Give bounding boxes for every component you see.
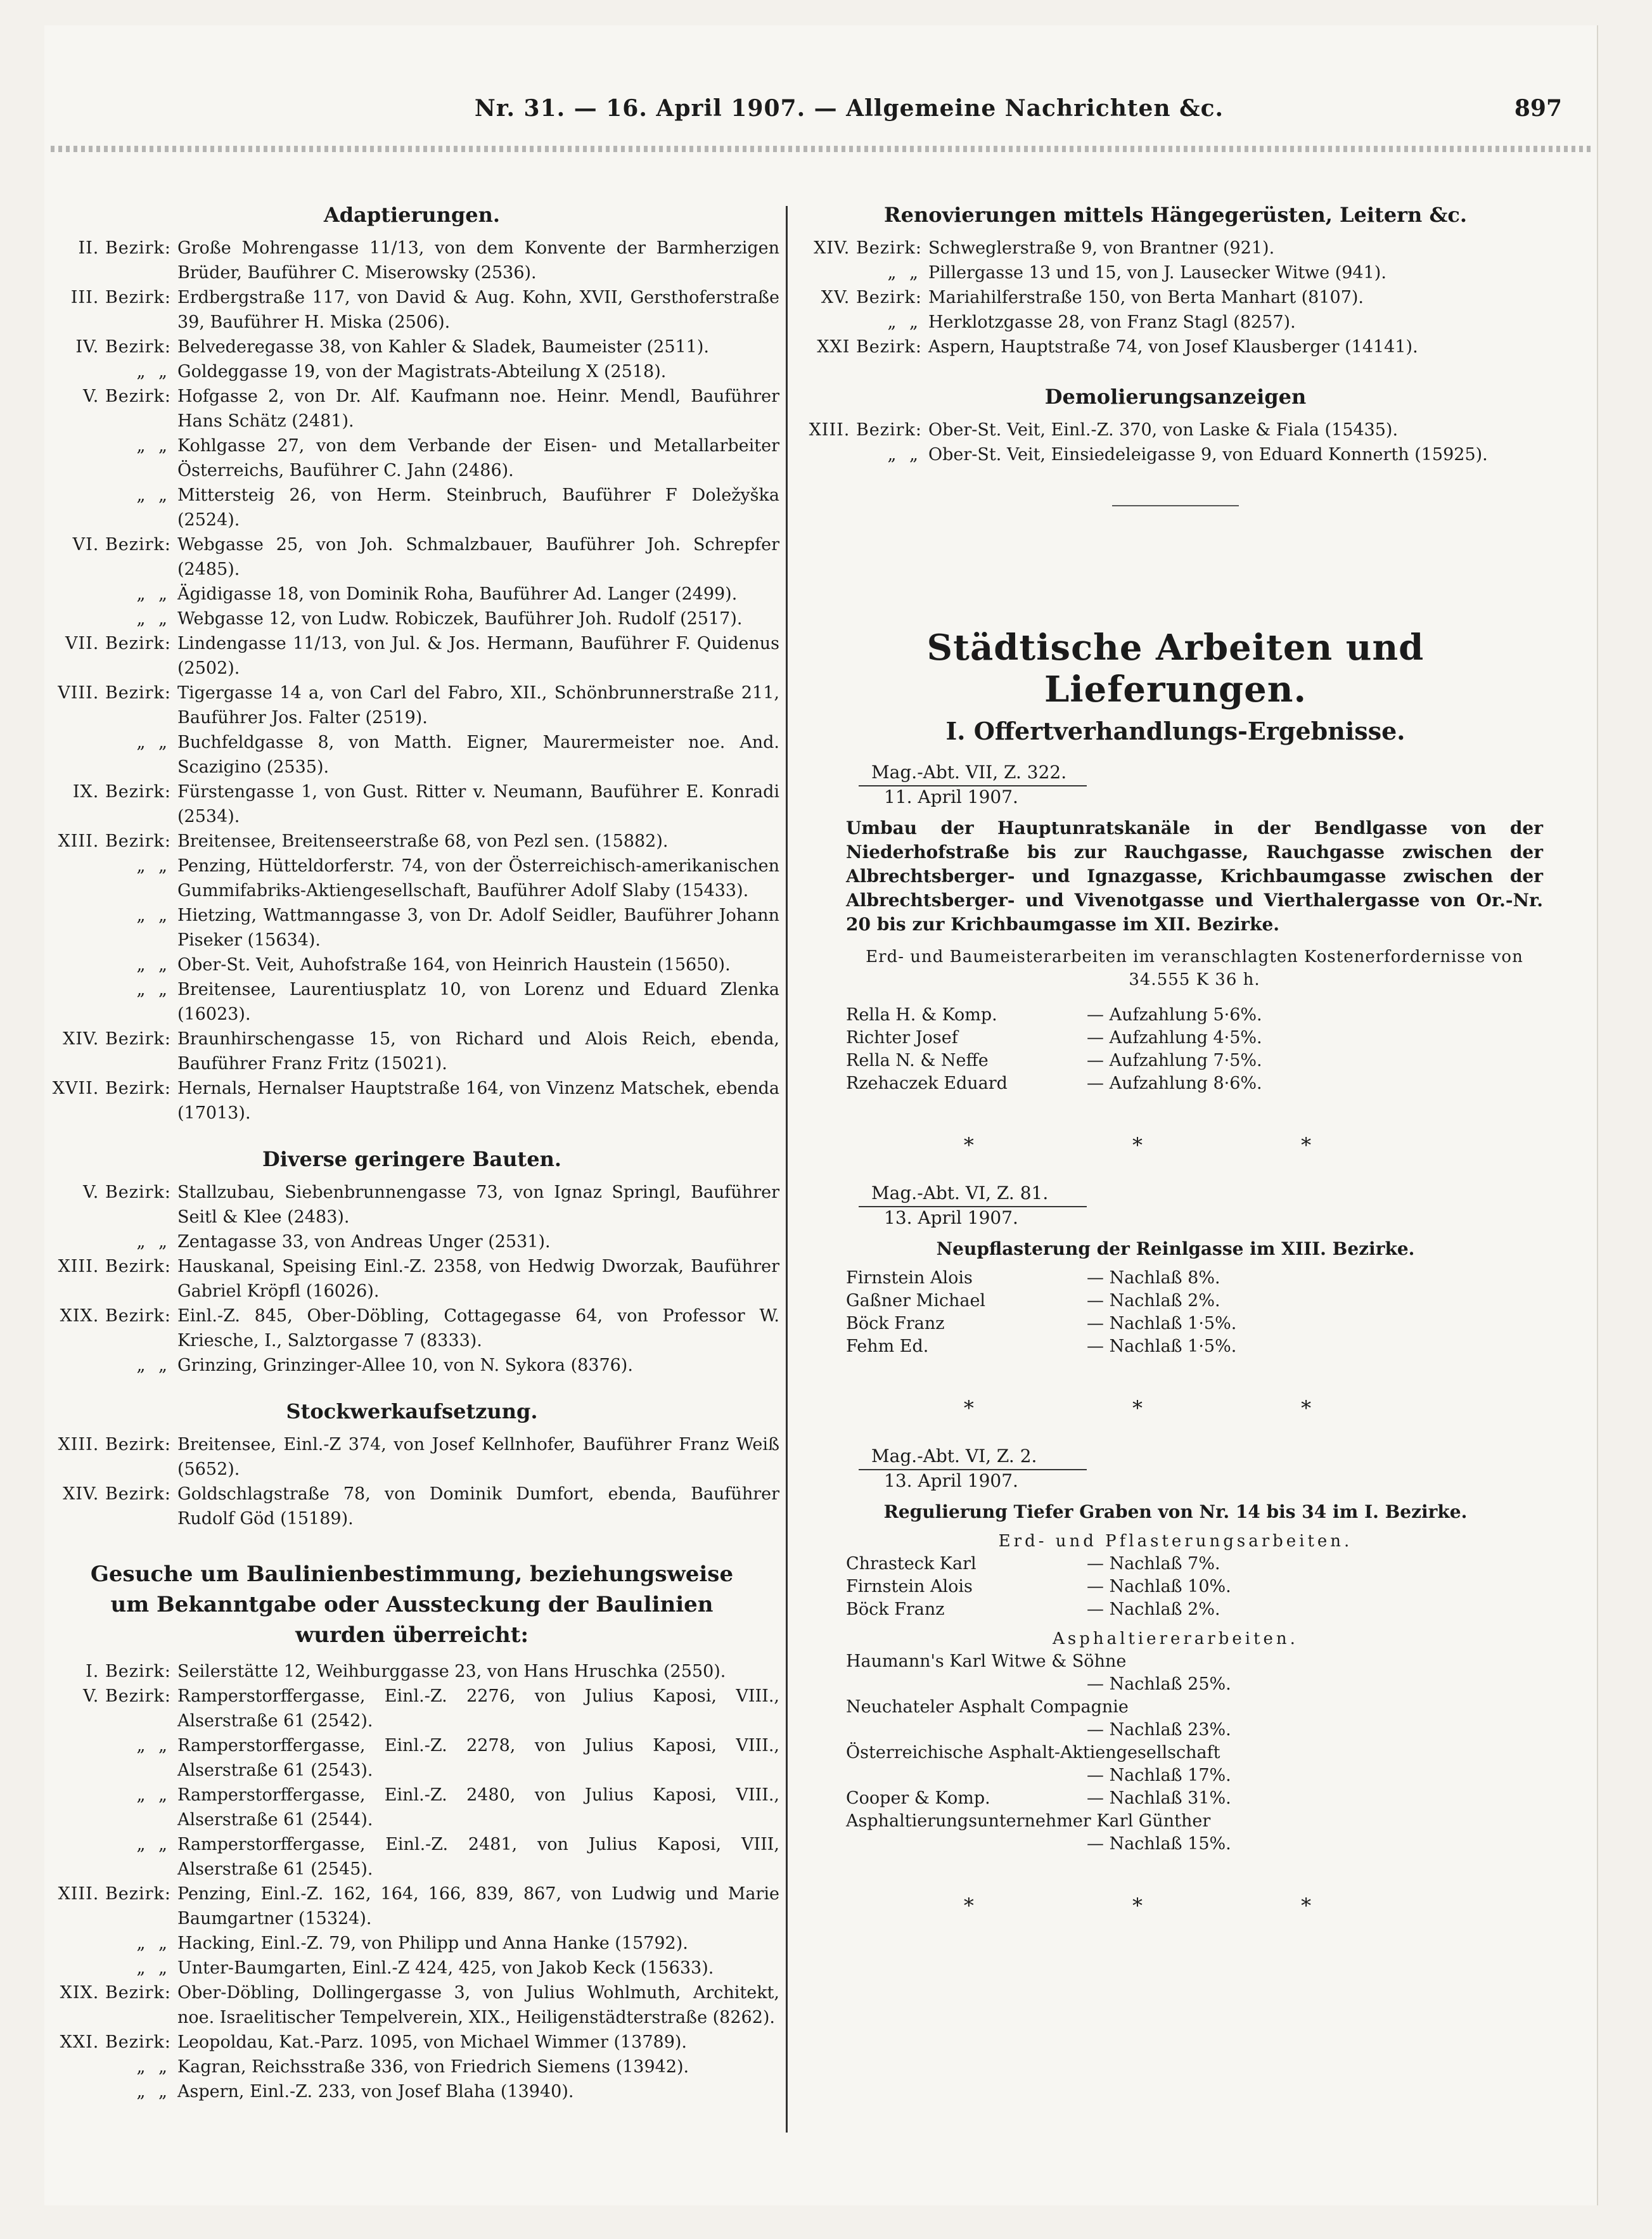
district-label: XIV. Bezirk: [63,1029,171,1049]
list-item [44,779,779,829]
entry-text: Hacking, Einl.-Z. 79, von Philipp und Anna Hanke (15792). [177,1934,688,1953]
district-label: „ „ [887,445,922,465]
page-number: 897 [1514,95,1562,122]
section-heading-diverse: Diverse geringere Bauten. [262,1147,561,1171]
result-row [795,1575,1556,1598]
result-value: — Nachlaß 8%. [1087,1268,1220,1288]
staedtische-subheading: I. Offertverhandlungs-Ergebnisse. [945,717,1405,745]
entry-text: Buchfeldgasse 8, von Matth. Eigner, Maurermeister noe. And. Scazigino (2535). [177,733,779,777]
entry-text: Ober-Döbling, Dollingergasse 3, von Julius Wohlmuth, Architekt, noe. Israelitischer Tempelverein, XIX., Heiligenstädterstraße (8262). [177,1983,779,2027]
district-label: II. Bezirk: [78,238,171,258]
district-label: XVII. Bezirk: [52,1079,171,1098]
entry-text: Herklotzgasse 28, von Franz Stagl (8257). [928,312,1296,332]
section-heading-demolierung: Demolierungsanzeigen [1044,385,1307,409]
list-item [795,310,1556,335]
entry-text: Zentagasse 33, von Andreas Unger (2531). [177,1232,551,1252]
entry-text: Grinzing, Grinzinger-Allee 10, von N. Sykora (8376). [177,1356,633,1375]
entry-text: Penzing, Einl.-Z. 162, 164, 166, 839, 867, von Ludwig und Marie Baumgartner (15324). [177,1884,779,1928]
entry-text: Webgasse 12, von Ludw. Robiczek, Bauführer Joh. Rudolf (2517). [177,609,743,629]
list-item [44,1180,779,1229]
result-row [795,1267,1556,1290]
district-label: „ „ [887,312,922,332]
list-item [44,1304,779,1353]
district-label: XXI Bezirk: [817,337,922,357]
result-row [795,1335,1556,1358]
district-label: „ „ [136,980,171,999]
list-item [44,681,779,730]
list-item [44,2079,779,2104]
district-label: VI. Bezirk: [72,535,171,555]
mag-reference: Mag.-Abt. VI, Z. 2. [859,1446,1087,1470]
result-value: — Nachlaß 7%. [1087,1554,1220,1574]
result-row [795,1312,1556,1335]
result-value: — Nachlaß 1·5%. [1087,1337,1237,1356]
list-item [795,236,1556,260]
district-label: XIII. Bezirk: [58,1884,171,1904]
list-item [44,1353,779,1378]
list-item [44,730,779,779]
newspaper-page [44,25,1598,2205]
result-value: — Nachlaß 15%. [1087,1834,1231,1854]
district-label: V. Bezirk: [83,1183,171,1202]
section-heading-gesuche: Gesuche um Baulinienbestimmung, beziehungsweise um Bekanntgabe oder Aussteckung der Baulinien wurden überreicht: [90,1562,734,1648]
result-name: Rzehaczek Eduard [846,1074,1008,1093]
entry-text: Breitensee, Einl.-Z 374, von Josef Kellnhofer, Bauführer Franz Weiß (5652). [177,1435,779,1479]
district-label: „ „ [136,1835,171,1854]
result-value: — Nachlaß 1·5%. [1087,1314,1237,1333]
list-item [44,359,779,384]
section-heading-adaptierungen: Adaptierungen. [323,203,501,227]
header-title: Nr. 31. — 16. April 1907. — Allgemeine Nachrichten &c. [474,95,1224,122]
result-name: Haumann's Karl Witwe & Söhne [846,1652,1127,1671]
district-label: „ „ [136,1958,171,1978]
list-item [44,1882,779,1931]
separator-rule [1112,505,1239,506]
entry-text: Ägidigasse 18, von Dominik Roha, Bauführer Ad. Langer (2499). [177,584,738,604]
column-divider [786,206,788,2133]
entry-text: Hietzing, Wattmanngasse 3, von Dr. Adolf Seidler, Bauführer Johann Piseker (15634). [177,906,779,950]
district-label: „ „ [136,609,171,629]
result-name: Firnstein Alois [846,1268,973,1288]
entry-text: Breitensee, Laurentiusplatz 10, von Lorenz und Eduard Zlenka (16023). [177,980,779,1024]
result-value: — Aufzahlung 8·6%. [1087,1074,1262,1093]
entry-text: Hernals, Hernalser Hauptstraße 164, von Vinzenz Matschek, ebenda (17013). [177,1079,779,1123]
list-item [44,829,779,854]
entry-text: Erdbergstraße 117, von David & Aug. Kohn, XVII, Gersthoferstraße 39, Bauführer H. Miska (2506). [177,288,779,332]
district-label: „ „ [136,856,171,876]
separator-stars: * * * [963,1396,1388,1420]
result-name: Fehm Ed. [846,1337,929,1356]
staedtische-heading: Städtische Arbeiten und Lieferungen. [926,627,1425,710]
block1-results [795,1004,1556,1095]
district-label: XIII. Bezirk: [58,831,171,851]
result-row [795,1598,1556,1621]
project-description: Regulierung Tiefer Graben von Nr. 14 bis 34 im I. Bezirke. [883,1501,1468,1522]
result-value: — Aufzahlung 7·5%. [1087,1051,1262,1070]
list-item [795,442,1556,467]
work-description: Erd- und Pflasterungsarbeiten. [998,1532,1353,1551]
mag-date: 13. April 1907. [884,1470,1018,1491]
entry-text: Fürstengasse 1, von Gust. Ritter v. Neumann, Bauführer E. Konradi (2534). [177,782,779,826]
offer-block-3 [859,1446,1556,1491]
entry-text: Ramperstorffergasse, Einl.-Z. 2481, von Julius Kaposi, VIII, Alserstraße 61 (2545). [177,1835,779,1879]
separator-stars: * * * [963,1133,1388,1157]
list-item [44,236,779,285]
list-item [795,335,1556,359]
entry-text: Aspern, Einl.-Z. 233, von Josef Blaha (13940). [177,2082,574,2101]
list-item [44,2055,779,2079]
entry-text: Webgasse 25, von Joh. Schmalzbauer, Bauführer Joh. Schrepfer (2485). [177,535,779,579]
list-item [44,384,779,433]
list-item [44,1027,779,1076]
mag-reference: Mag.-Abt. VII, Z. 322. [859,762,1087,786]
entry-text: Penzing, Hütteldorferstr. 74, von der Österreichisch-amerikanischen Gummifabriks-Aktiengesellschaft, Bauführer Adolf Slaby (15433). [177,856,779,901]
list-item [44,483,779,532]
result-value: — Aufzahlung 4·5%. [1087,1028,1262,1048]
adaptierungen-list [44,236,779,1126]
district-label: „ „ [136,1736,171,1755]
district-label: XIX. Bezirk: [60,1983,171,2003]
list-item [44,953,779,977]
entry-text: Stallzubau, Siebenbrunnengasse 73, von Ignaz Springl, Bauführer Seitl & Klee (2483). [177,1183,779,1227]
district-label: VII. Bezirk: [65,634,171,653]
entry-text: Seilerstätte 12, Weihburggasse 23, von Hans Hruschka (2550). [177,1662,726,1681]
list-item [44,1254,779,1304]
page-header [44,25,1597,152]
entry-text: Ober-St. Veit, Auhofstraße 164, von Heinrich Haustein (15650). [177,955,731,975]
entry-text: Kagran, Reichsstraße 336, von Friedrich Siemens (13942). [177,2057,689,2077]
entry-text: Ober-St. Veit, Einl.-Z. 370, von Laske & Fiala (15435). [928,420,1399,440]
entry-text: Aspern, Hauptstraße 74, von Josef Klausberger (14141). [928,337,1418,357]
district-label: XIV. Bezirk: [63,1484,171,1504]
result-value: — Nachlaß 2%. [1087,1291,1220,1311]
list-item [44,1783,779,1832]
entry-text: Ramperstorffergasse, Einl.-Z. 2276, von Julius Kaposi, VIII., Alserstraße 61 (2542). [177,1686,779,1731]
work-description: Asphaltiererarbeiten. [1053,1629,1298,1648]
entry-text: Belvederegasse 38, von Kahler & Sladek, Baumeister (2511). [177,337,709,357]
result-value: — Nachlaß 25%. [1087,1674,1231,1694]
district-label: IV. Bezirk: [75,337,171,357]
list-item [44,335,779,359]
district-label: XIII. Bezirk: [809,420,922,440]
demolierung-list [795,418,1556,467]
entry-text: Mittersteig 26, von Herm. Steinbruch, Bauführer F Doležyška (2524). [177,485,779,530]
result-value: — Nachlaß 23%. [1087,1720,1231,1740]
left-column [44,190,779,2104]
district-label: XV. Bezirk: [821,288,922,307]
result-name: Gaßner Michael [846,1291,986,1311]
entry-text: Ramperstorffergasse, Einl.-Z. 2278, von Julius Kaposi, VIII., Alserstraße 61 (2543). [177,1736,779,1780]
entry-text: Schweglerstraße 9, von Brantner (921). [928,238,1275,258]
list-item [44,1832,779,1882]
entry-text: Leopoldau, Kat.-Parz. 1095, von Michael Wimmer (13789). [177,2032,688,2052]
district-label: XIII. Bezirk: [58,1435,171,1454]
list-item [44,1931,779,1956]
mag-date: 13. April 1907. [884,1207,1018,1228]
mag-date: 11. April 1907. [884,786,1018,807]
result-name: Cooper & Komp. [846,1788,990,1808]
list-item [44,606,779,631]
list-item [44,433,779,483]
entry-text: Lindengasse 11/13, von Jul. & Jos. Hermann, Bauführer F. Quidenus (2502). [177,634,779,678]
list-item [44,1684,779,1733]
district-label: V. Bezirk: [83,1686,171,1706]
district-label: III. Bezirk: [70,288,171,307]
result-name: Chrasteck Karl [846,1554,976,1574]
entry-text: Goldeggasse 19, von der Magistrats-Abteilung X (2518). [177,362,667,382]
result-row [795,1553,1556,1575]
list-item [44,1482,779,1531]
list-item [44,532,779,582]
entry-text: Einl.-Z. 845, Ober-Döbling, Cottagegasse 64, von Professor W. Kriesche, I., Salztorgasse 7 (8333). [177,1306,779,1350]
district-label: XIX. Bezirk: [60,1306,171,1326]
project-description: Umbau der Hauptunratskanäle in der Bendlgasse von der Niederhofstraße bis zur Rauchgasse, Rauchgasse zwischen der Albrechtsberger- und Ignazgasse, Krichbaumgasse zwischen der Albrechtsberger- und Vivenotgasse und Vierthalergasse von Or.-Nr. 20 bis zur Krichbaumgasse im XII. Bezirke. [846,818,1543,935]
district-label: XIV. Bezirk: [814,238,922,258]
result-value: — Nachlaß 17%. [1087,1766,1231,1785]
result-name: Richter Josef [846,1028,958,1048]
entry-text: Ober-St. Veit, Einsiedeleigasse 9, von Eduard Konnerth (15925). [928,445,1488,465]
result-row [795,1290,1556,1312]
list-item [795,260,1556,285]
result-row [795,1072,1556,1095]
list-item [44,1956,779,1980]
result-value: — Aufzahlung 5·6%. [1087,1005,1262,1025]
entry-text: Braunhirschengasse 15, von Richard und Alois Reich, ebenda, Bauführer Franz Fritz (15021). [177,1029,779,1074]
separator-stars: * * * [963,1894,1388,1918]
list-item [795,418,1556,442]
list-item [795,285,1556,310]
list-item [44,285,779,335]
entry-text: Tigergasse 14 a, von Carl del Fabro, XII., Schönbrunnerstraße 211, Bauführer Jos. Falter (2519). [177,683,779,728]
result-value: — Nachlaß 31%. [1087,1788,1231,1808]
entry-text: Hofgasse 2, von Dr. Alf. Kaufmann noe. Heinr. Mendl, Bauführer Hans Schätz (2481). [177,387,779,431]
district-label: VIII. Bezirk: [58,683,171,703]
district-label: „ „ [136,955,171,975]
result-value: — Nachlaß 10%. [1087,1577,1231,1596]
project-description: Neupflasterung der Reinlgasse im XIII. Bezirke. [936,1238,1415,1259]
list-item [44,2030,779,2055]
result-name: Asphaltierungsunternehmer Karl Günther [846,1811,1211,1831]
list-item [44,1980,779,2030]
stockwerk-list [44,1432,779,1531]
result-row [795,1004,1556,1027]
result-name: Neuchateler Asphalt Compagnie [846,1697,1129,1717]
district-label: „ „ [136,2082,171,2101]
result-name: Rella H. & Komp. [846,1005,997,1025]
entry-text: Hauskanal, Speising Einl.-Z. 2358, von Hedwig Dworzak, Bauführer Gabriel Kröpfl (16026). [177,1257,779,1301]
district-label: XXI. Bezirk: [60,2032,171,2052]
result-name: Rella N. & Neffe [846,1051,989,1070]
entry-text: Große Mohrengasse 11/13, von dem Konvente der Barmherzigen Brüder, Bauführer C. Miserowsky (2536). [177,238,779,283]
district-label: „ „ [136,584,171,604]
mag-reference: Mag.-Abt. VI, Z. 81. [859,1183,1087,1207]
district-label: „ „ [136,1785,171,1805]
entry-text: Breitensee, Breitenseerstraße 68, von Pezl sen. (15882). [177,831,669,851]
result-value: — Nachlaß 2%. [1087,1600,1220,1619]
district-label: „ „ [136,2057,171,2077]
list-item [44,1733,779,1783]
list-item [44,854,779,903]
entry-text: Ramperstorffergasse, Einl.-Z. 2480, von Julius Kaposi, VIII., Alserstraße 61 (2544). [177,1785,779,1830]
list-item [44,903,779,953]
entry-text: Pillergasse 13 und 15, von J. Lausecker Witwe (941). [928,263,1386,283]
section-heading-stockwerk: Stockwerkaufsetzung. [286,1399,538,1423]
work-description: Erd- und Baumeisterarbeiten im veranschlagten Kostenerfordernisse von 34.555 K 36 h. [866,947,1523,989]
district-label: „ „ [136,906,171,925]
result-name: Österreichische Asphalt-Aktiengesellschaft [846,1743,1220,1762]
result-row [795,1027,1556,1049]
entry-text: Mariahilferstraße 150, von Berta Manhart (8107). [928,288,1364,307]
district-label: „ „ [136,362,171,382]
result-name: Böck Franz [846,1600,945,1619]
list-item [44,977,779,1027]
offer-block-1 [859,762,1556,807]
district-label: „ „ [887,263,922,283]
result-name: Böck Franz [846,1314,945,1333]
district-label: „ „ [136,436,171,456]
district-label: IX. Bezirk: [72,782,171,802]
entry-text: Unter-Baumgarten, Einl.-Z 424, 425, von Jakob Keck (15633). [177,1958,714,1978]
district-label: I. Bezirk: [86,1662,171,1681]
offer-block-2 [859,1183,1556,1228]
gesuche-list [44,1659,779,2104]
district-label: „ „ [136,1934,171,1953]
district-label: „ „ [136,485,171,505]
district-label: XIII. Bezirk: [58,1257,171,1276]
district-label: „ „ [136,1232,171,1252]
district-label: „ „ [136,733,171,752]
right-column [795,190,1556,1943]
district-label: V. Bezirk: [83,387,171,406]
list-item [44,1229,779,1254]
renovierungen-list [795,236,1556,359]
result-name: Firnstein Alois [846,1577,973,1596]
list-item [44,582,779,606]
list-item [44,1432,779,1482]
result-row [795,1049,1556,1072]
block3-results-pflaster [795,1553,1556,1621]
entry-text: Goldschlagstraße 78, von Dominik Dumfort, ebenda, Bauführer Rudolf Göd (15189). [177,1484,779,1529]
district-label: „ „ [136,1356,171,1375]
block2-results [795,1267,1556,1358]
result-row [795,1787,1556,1810]
diverse-list [44,1180,779,1378]
list-item [44,631,779,681]
section-heading-renovierungen: Renovierungen mittels Hängegerüsten, Leitern &c. [884,203,1467,227]
header-rule [51,146,1591,152]
list-item [44,1076,779,1126]
entry-text: Kohlgasse 27, von dem Verbande der Eisen- und Metallarbeiter Österreichs, Bauführer C. Jahn (2486). [177,436,779,480]
list-item [44,1659,779,1684]
